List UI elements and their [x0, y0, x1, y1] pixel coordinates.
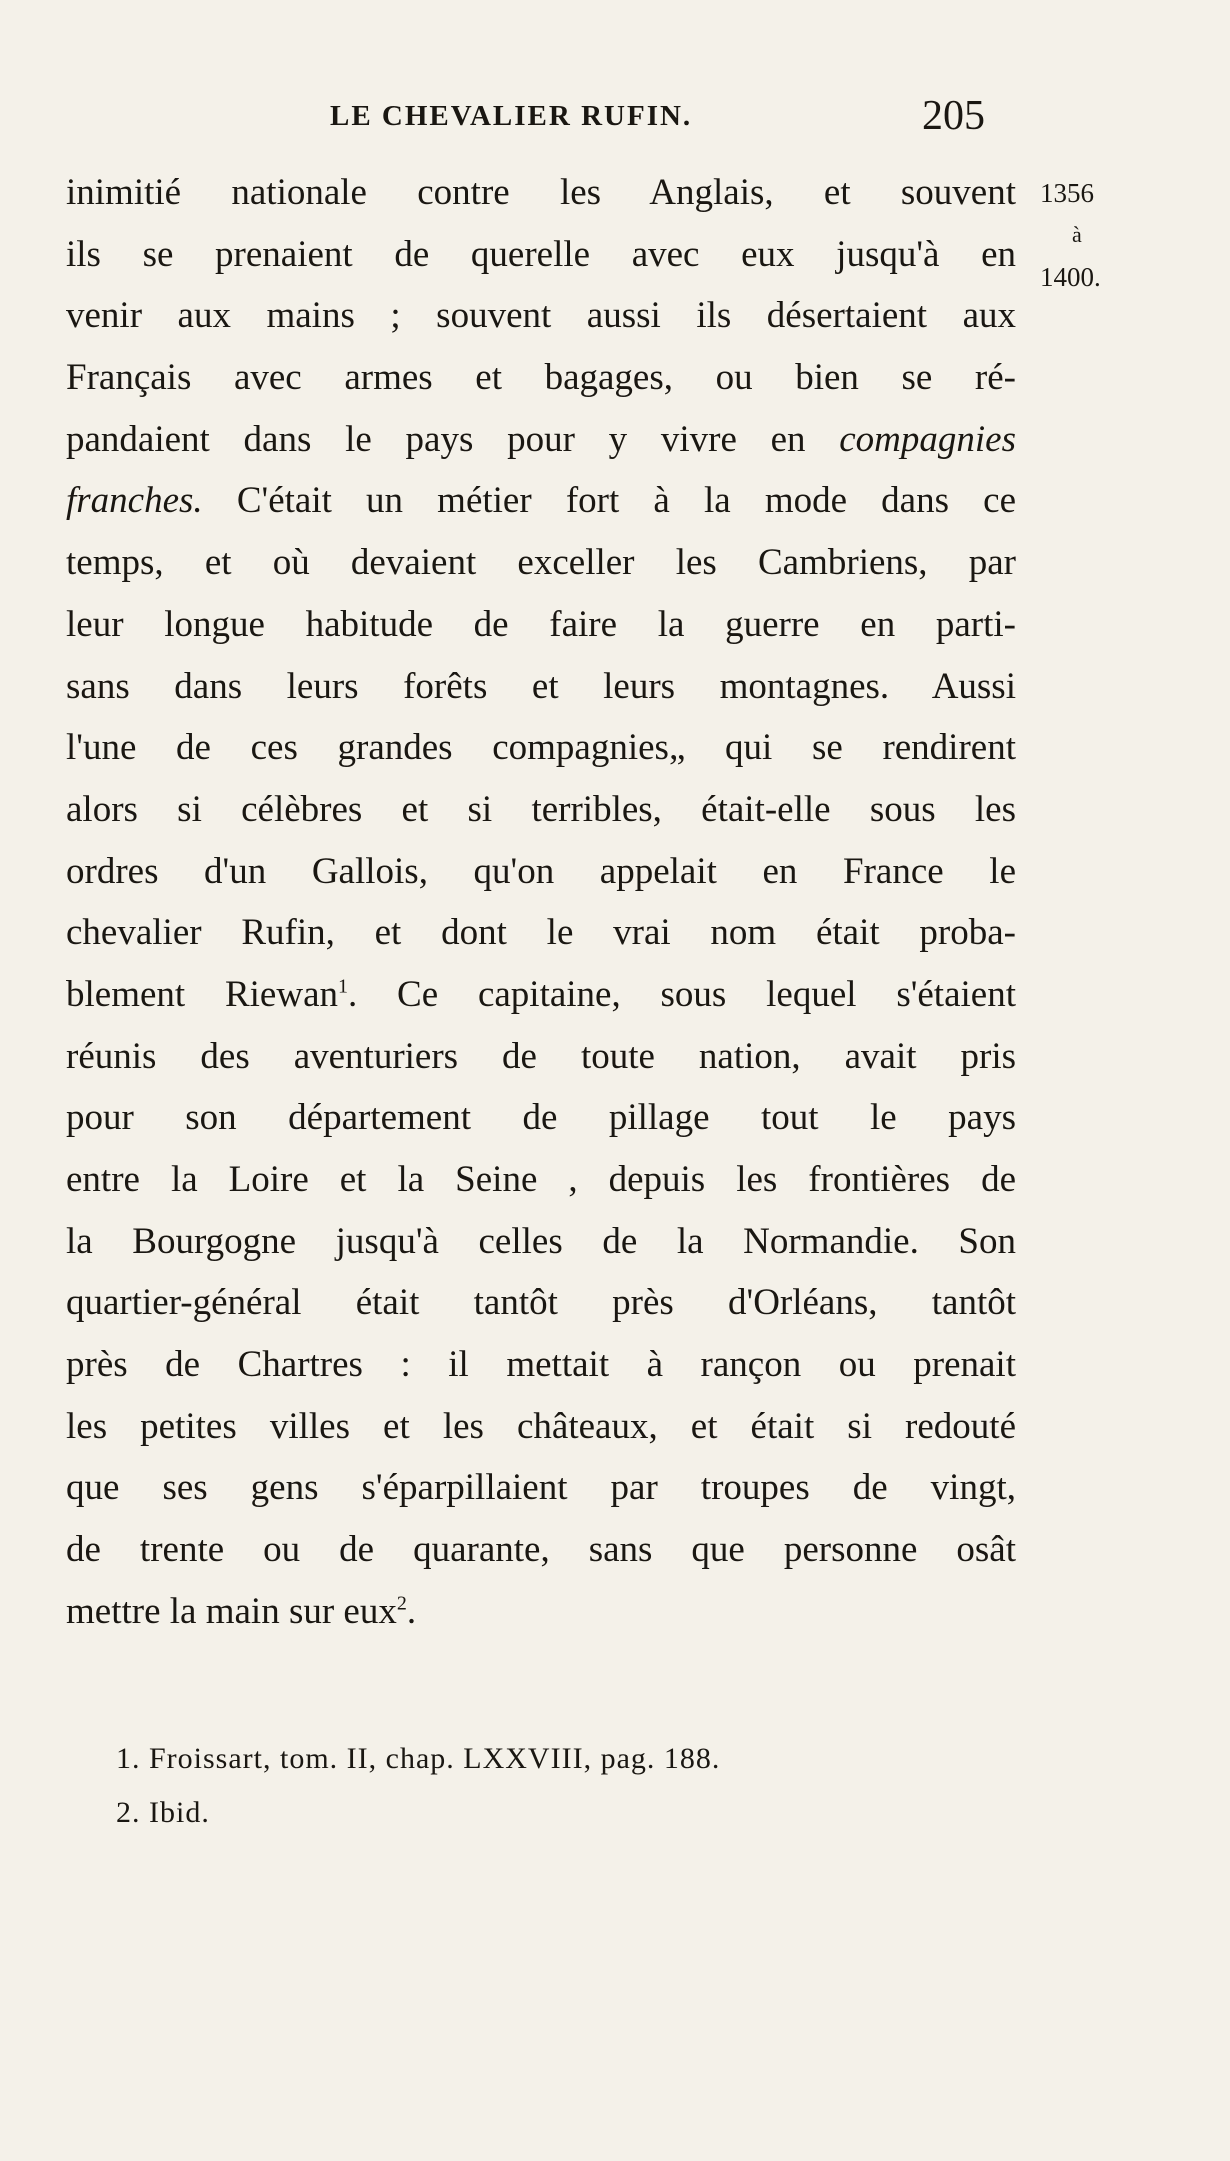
text-line: près de Chartres : il mettait à rançon ou prenait	[66, 1344, 1016, 1386]
text-line	[66, 470, 1016, 532]
italic-term: franches.	[66, 480, 203, 522]
text-line: pour son département de pillage tout le pays	[66, 1097, 1016, 1139]
text-segment: pandaient dans le pays pour y vivre en	[66, 418, 806, 460]
text-segment: C'était un métier fort à la mode dans ce	[236, 480, 1017, 522]
text-line	[66, 964, 1016, 1026]
margin-date-start: 1356	[1040, 178, 1094, 208]
text-line: de trente ou de quarante, sans que personne osât	[66, 1529, 1016, 1571]
text-line: Français avec armes et bagages, ou bien se ré-	[66, 357, 1016, 399]
text-segment: blement Riewan	[66, 973, 339, 1015]
text-line: que ses gens s'éparpillaient par troupes de vingt,	[66, 1467, 1016, 1509]
text-line: ordres d'un Gallois, qu'on appelait en France le	[66, 850, 1016, 892]
text-line: réunis des aventuriers de toute nation, avait pris	[66, 1035, 1016, 1077]
text-segment: . Ce capitaine, sous lequel s'étaient	[348, 973, 1016, 1015]
page-number: 205	[922, 93, 985, 139]
italic-term: compagnies	[839, 418, 1016, 460]
text-line: alors si célèbres et si terribles, était-elle sous les	[66, 788, 1016, 830]
text-line: leur longue habitude de faire la guerre en parti-	[66, 603, 1016, 645]
text-line: la Bourgogne jusqu'à celles de la Normandie. Son	[66, 1220, 1016, 1262]
margin-date-end: 1400.	[1040, 262, 1101, 292]
text-line	[66, 1581, 1016, 1643]
text-line: quartier-général était tantôt près d'Orléans, tantôt	[66, 1282, 1016, 1324]
footnotes	[116, 1732, 996, 1840]
text-line: les petites villes et les châteaux, et était si redouté	[66, 1405, 1016, 1447]
footnote: 2. Ibid.	[116, 1796, 210, 1829]
text-line: temps, et où devaient exceller les Cambriens, par	[66, 542, 1016, 584]
main-text	[66, 162, 1016, 1643]
footnote-marker: 2	[396, 1592, 407, 1615]
text-segment: mettre la main sur eux	[66, 1590, 397, 1632]
text-segment: .	[406, 1590, 417, 1632]
text-line: entre la Loire et la Seine , depuis les frontières de	[66, 1159, 1016, 1200]
text-line: inimitié nationale contre les Anglais, et souvent	[66, 172, 1016, 213]
text-line: venir aux mains ; souvent aussi ils désertaient aux	[66, 295, 1016, 337]
text-line: sans dans leurs forêts et leurs montagnes. Aussi	[66, 665, 1016, 707]
text-line: l'une de ces grandes compagnies„ qui se rendirent	[66, 727, 1016, 769]
footnote: 1. Froissart, tom. II, chap. LXXVIII, pag. 188.	[116, 1742, 721, 1775]
text-line	[66, 409, 1016, 471]
margin-date-connector: à	[1072, 222, 1082, 247]
text-line: ils se prenaient de querelle avec eux jusqu'à en	[66, 233, 1016, 275]
footnote-marker: 1	[338, 975, 349, 998]
text-line: chevalier Rufin, et dont le vrai nom était proba-	[66, 912, 1016, 954]
running-head: LE CHEVALIER RUFIN.	[330, 100, 693, 132]
